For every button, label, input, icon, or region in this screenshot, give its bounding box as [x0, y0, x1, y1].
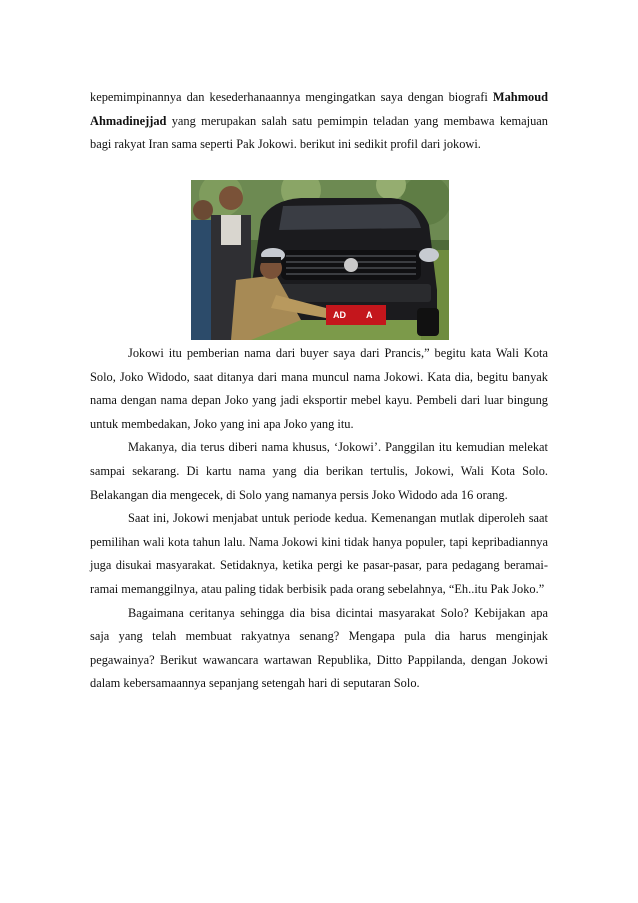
- plate-right-text: A: [366, 310, 373, 320]
- jokowi-car-photo: [191, 180, 449, 340]
- paragraph-4: Bagaimana ceritanya sehingga dia bisa dicintai masyarakat Solo? Kebijakan apa saja yang telah membuat rakyatnya senang? Mengapa pula dia harus menginjak pegawainya? Berikut wawancara wartawan Republika, Ditto Pappilanda, dengan Jokowi dalam kebersamaannya sepanjang setengah hari di seputaran Solo.: [90, 605, 548, 691]
- intro-paragraph: [90, 86, 548, 157]
- bold-name: Mahmoud Ahmadinejjad: [90, 90, 548, 128]
- intro-rest: yang merupakan salah satu pemimpin teladan yang membawa kemajuan bagi rakyat Iran sama seperti Pak Jokowi. berikut ini sedikit profil dari jokowi.: [90, 113, 548, 152]
- body-text: [90, 342, 548, 696]
- intro-line-1: kepemimpinannya dan kesederhanaannya mengingatkan saya dengan biografi: [90, 90, 488, 104]
- plate-left-text: AD: [333, 310, 346, 320]
- paragraph-3: Saat ini, Jokowi menjabat untuk periode kedua. Kemenangan mutlak diperoleh saat pemilihan wali kota tahun lalu. Nama Jokowi kini tidak hanya populer, tapi kepribadiannya juga disukai masyarakat. Setidaknya, ketika pergi ke pasar-pasar, para pedagang beramai-ramai memanggilnya, atau paling tidak berbisik pada orang sebelahnya, “Eh..itu Pak Joko.”: [90, 511, 548, 596]
- paragraph-2: Makanya, dia terus diberi nama khusus, ‘Jokowi’. Panggilan itu kemudian melekat sampai sekarang. Di kartu nama yang dia berikan tertulis, Jokowi, Wali Kota Solo. Belakangan dia mengecek, di Solo yang namanya persis Joko Widodo ada 16 orang.: [90, 440, 548, 502]
- paragraph-1: Jokowi itu pemberian nama dari buyer saya dari Prancis,” begitu kata Wali Kota Solo, Joko Widodo, saat ditanya dari mana muncul nama Jokowi. Kata dia, begitu banyak nama dengan nama depan Joko yang jadi eksportir mebel kayu. Pembeli dari luar bingung untuk membedakan, Joko yang ini apa Joko yang itu.: [90, 346, 548, 431]
